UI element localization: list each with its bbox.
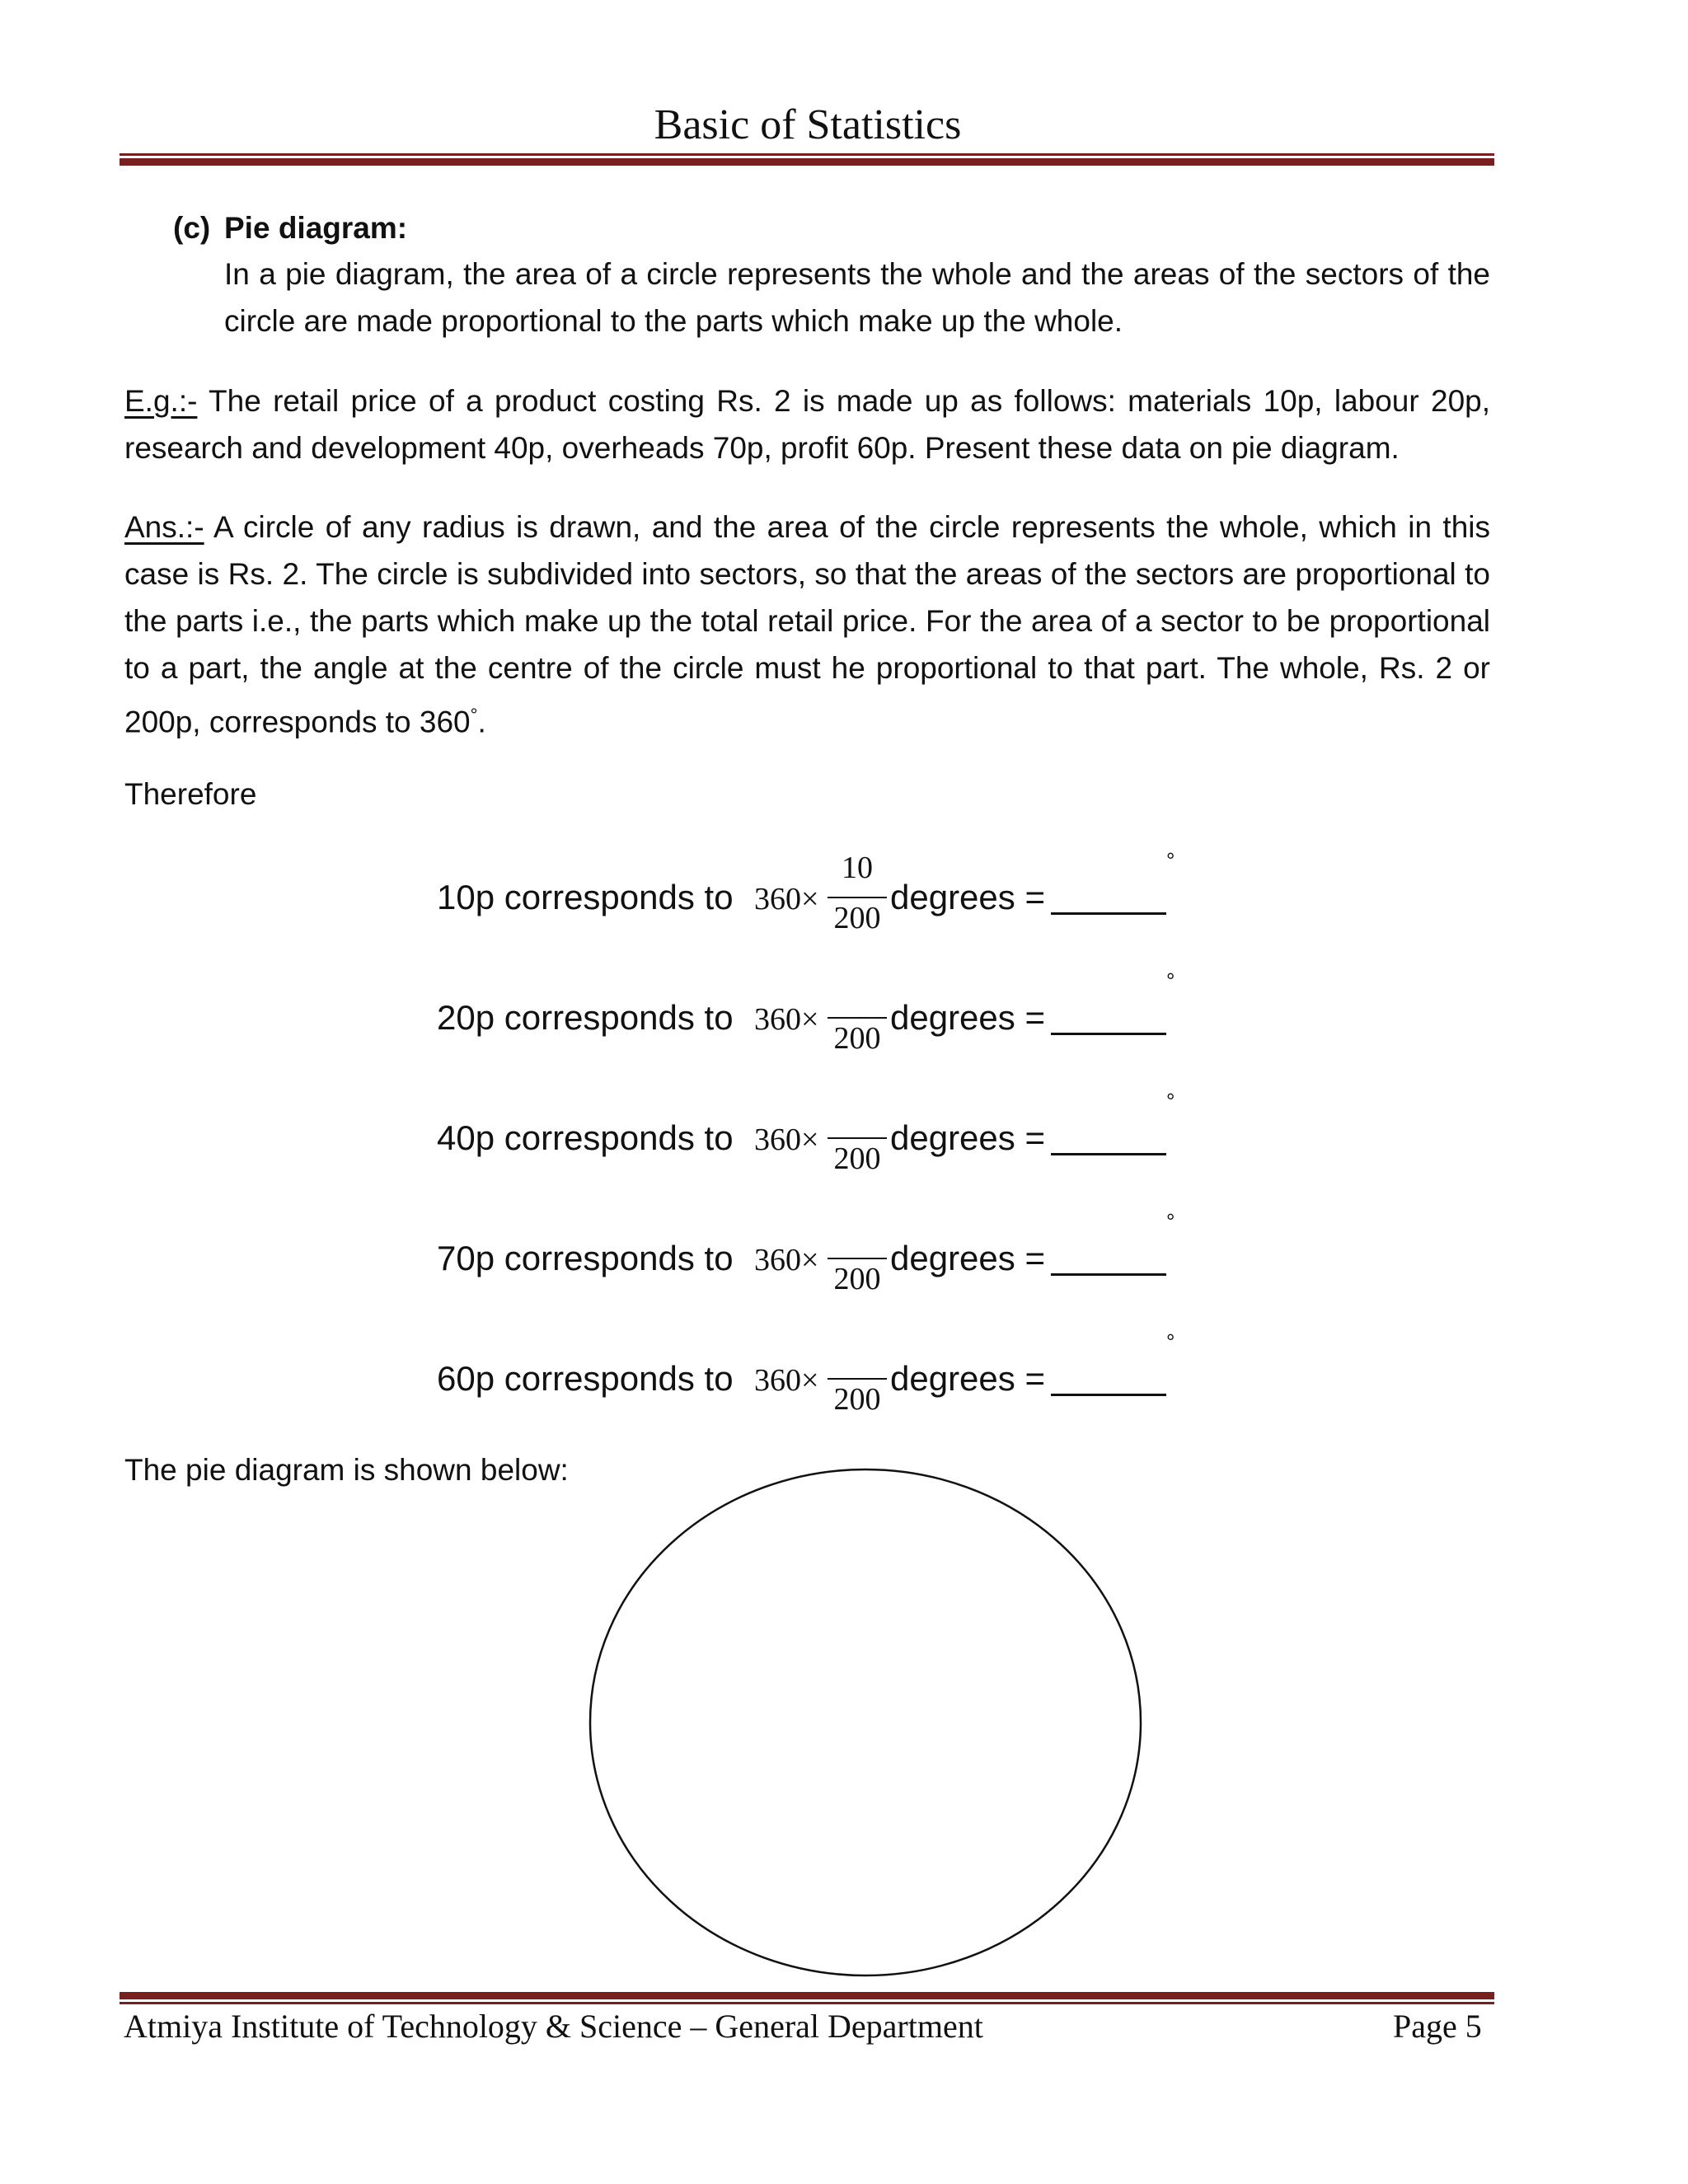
answer-end: .: [477, 705, 486, 739]
answer-paragraph: [124, 504, 1490, 745]
formula-degree-symbol: °: [1166, 1089, 1175, 1113]
formula-row-40p: [437, 1089, 1228, 1184]
pie-caption: The pie diagram is shown below:: [124, 1453, 569, 1487]
formula-lead: 10p corresponds to: [437, 878, 734, 916]
formula-multiplier: 360×: [754, 1002, 819, 1037]
answer-blank: [1051, 1273, 1166, 1276]
example-prefix: E.g.:-: [124, 384, 198, 418]
answer-blank: [1051, 912, 1166, 915]
formula-lead: 70p corresponds to: [437, 1239, 734, 1277]
footer-page-number: Page 5: [1393, 2008, 1482, 2045]
header-rule-thin: [120, 153, 1494, 156]
page-header-title: Basic of Statistics: [654, 101, 962, 148]
answer-blank: [1051, 1153, 1166, 1155]
formula-denominator: 200: [833, 1141, 881, 1176]
formula-row-20p: [437, 968, 1228, 1064]
formula-denominator: 200: [833, 1021, 881, 1056]
example-paragraph: [124, 377, 1490, 471]
footer-rule-thin: [120, 2002, 1494, 2004]
formula-lead: 40p corresponds to: [437, 1118, 734, 1157]
formula-multiplier: 360×: [754, 882, 819, 916]
formula-degrees-label: degrees =: [890, 878, 1045, 916]
formula-multiplier: 360×: [754, 1122, 819, 1157]
formula-numerator: 10: [842, 851, 873, 885]
formula-denominator: 200: [833, 901, 881, 935]
formula-multiplier: 360×: [754, 1363, 819, 1398]
answer-blank: [1051, 1033, 1166, 1035]
pie-circle-outline: [590, 1469, 1141, 1975]
footer-rule-thick: [120, 1992, 1494, 1999]
formula-degree-symbol: °: [1166, 968, 1175, 993]
formula-lead: 60p corresponds to: [437, 1359, 734, 1398]
footer-institute: Atmiya Institute of Technology & Science – General Department: [124, 2008, 983, 2045]
formula-row-10p: [437, 848, 1228, 944]
formula-row-60p: [437, 1329, 1228, 1425]
formula-denominator: 200: [833, 1382, 881, 1417]
header-rule-thick: [120, 158, 1494, 166]
fraction-bar: [828, 1258, 887, 1259]
fraction-bar: [828, 897, 887, 898]
fraction-bar: [828, 1017, 887, 1019]
therefore-text: Therefore: [124, 777, 257, 811]
formula-denominator: 200: [833, 1262, 881, 1296]
formula-lead: 20p corresponds to: [437, 998, 734, 1037]
fraction-bar: [828, 1137, 887, 1139]
fraction-bar: [828, 1378, 887, 1380]
answer-degree-symbol: °: [470, 705, 478, 725]
formula-row-70p: [437, 1209, 1228, 1305]
answer-prefix: Ans.:-: [124, 510, 204, 544]
section-description: In a pie diagram, the area of a circle represents the whole and the areas of the sectors of the circle are made proportional to the parts which make up the whole.: [224, 257, 1490, 338]
formula-degrees-label: degrees =: [890, 1359, 1045, 1398]
section-heading: [173, 211, 407, 246]
section-label: (c): [173, 211, 211, 245]
example-text: The retail price of a product costing Rs. 2 is made up as follows: materials 10p, labour 20p, research and development 40p, overheads 70p, profit 60p. Present these data on pie diagram.: [124, 384, 1490, 465]
section-title: Pie diagram:: [224, 211, 408, 245]
formula-degrees-label: degrees =: [890, 1239, 1045, 1277]
pie-diagram-circle: [577, 1459, 1154, 1986]
formula-degrees-label: degrees =: [890, 998, 1045, 1037]
formula-degree-symbol: °: [1166, 1209, 1175, 1234]
answer-text: A circle of any radius is drawn, and the area of the circle represents the whole, which in this case is Rs. 2. The circle is subdivided into sectors, so that the areas of the sectors are proportional to the parts i.e., the parts which make up the total retail price. For the area of a sector to be proportional to a part, the angle at the centre of the circle must he proportional to that part. The whole, Rs. 2 or 200p, corresponds to 360: [124, 510, 1490, 739]
answer-blank: [1051, 1394, 1166, 1396]
formula-degrees-label: degrees =: [890, 1118, 1045, 1157]
formula-multiplier: 360×: [754, 1243, 819, 1277]
formula-degree-symbol: °: [1166, 848, 1175, 873]
formula-degree-symbol: °: [1166, 1329, 1175, 1354]
